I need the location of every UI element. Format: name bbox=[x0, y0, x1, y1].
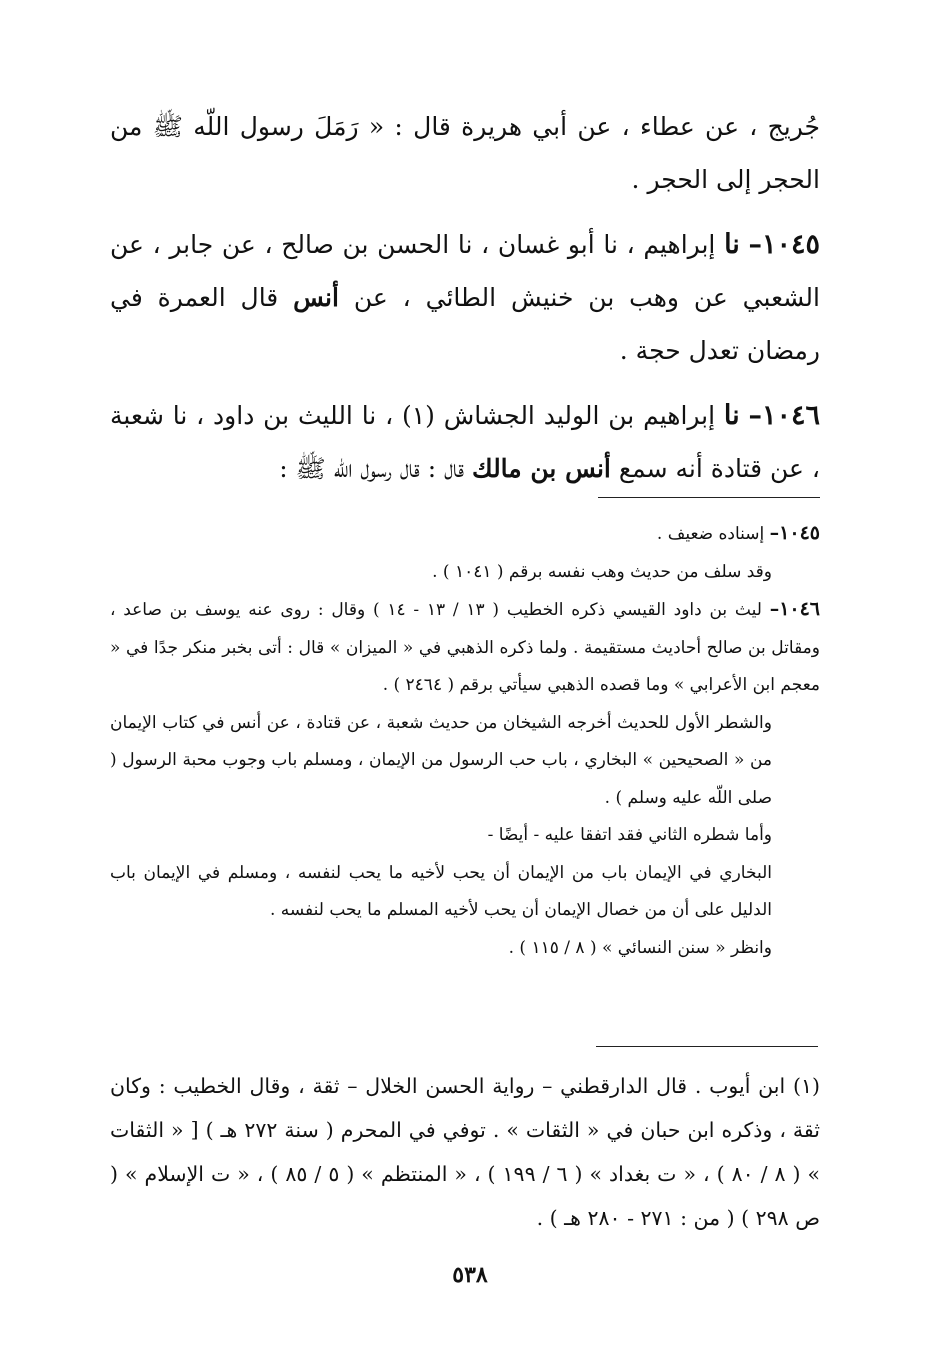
note-1046-para4: البخاري في الإيمان باب من الإيمان أن يحب لأخيه ما يحب لنفسه ، ومسلم في الإيمان باب الدليل على أن من خصال الإيمان أن يحب لأخيه المسلم ما يحب لنفسه . bbox=[110, 862, 772, 920]
footnote-1 bbox=[110, 1064, 820, 1240]
note-text: إسناده ضعيف . bbox=[656, 524, 765, 544]
footnote-divider bbox=[596, 1046, 818, 1047]
hadith-1046 bbox=[110, 389, 820, 495]
hadith-text: إبراهيم بن الوليد الجشاش (١) ، نا الليث بن داود ، نا شعبة ، عن قتادة أنه سمع bbox=[110, 401, 820, 483]
note-1046-para5: وانظر « سنن النسائي » ( ٨ / ١١٥ ) . bbox=[508, 937, 772, 958]
note-number: ١٠٤٥– bbox=[769, 522, 820, 544]
hadith-1045 bbox=[110, 218, 820, 377]
commentary-notes bbox=[110, 515, 820, 967]
note-1045 bbox=[110, 515, 820, 554]
note-text: ليث بن داود القيسي ذكره الخطيب ( ١٣ / ١٣ - ١٤ ) وقال : روى عنه يوسف بن صاعد ، ومقاتل بن صالح أحاديث مستقيمة . ولما ذكره الذهبي في « الميزان » قال : أتى بخبر منكر جدًا في « معجم ابن الأعرابي » وما قصده الذهبي سيأتي برقم ( ٢٤٦٤ ) . bbox=[110, 600, 820, 695]
narrator-name: أنس بن مالك bbox=[472, 454, 611, 483]
note-number: ١٠٤٦– bbox=[769, 598, 821, 620]
hadith-number: ١٠٤٦– bbox=[748, 400, 821, 431]
note-1045-line2: وقد سلف من حديث وهب نفسه برقم ( ١٠٤١ ) . bbox=[432, 561, 772, 582]
page-number: ٥٣٨ bbox=[452, 1262, 488, 1288]
hadith-lead: نا bbox=[724, 229, 740, 260]
note-1046-para3: وأما شطره الثاني فقد اتفقا عليه - أيضًا - bbox=[487, 825, 772, 845]
footnote-marker: (١) bbox=[792, 1074, 820, 1098]
narrator-name: أنس bbox=[293, 283, 339, 312]
main-text bbox=[110, 100, 820, 507]
hadith-text-end: قال : قال رسول اللّه ﷺ : bbox=[279, 454, 465, 483]
notes-divider bbox=[598, 497, 820, 498]
hadith-number: ١٠٤٥– bbox=[748, 229, 821, 260]
note-1046-para2: والشطر الأول للحديث أخرجه الشيخان من حديث شعبة ، عن قتادة ، عن أنس في كتاب الإيمان من « الصحيحين » البخاري ، باب حب الرسول من الإيمان ، ومسلم باب وجوب محبة الرسول ( صلى اللّه عليه وسلم ) . bbox=[110, 712, 772, 808]
hadith-text-end: قال العمرة في رمضان تعدل حجة . bbox=[110, 283, 820, 365]
hadith-text: إبراهيم ، نا أبو غسان ، نا الحسن بن صالح ، عن جابر ، عن الشعبي عن وهب بن خنيش الطائي ، عن bbox=[110, 230, 820, 312]
hadith-lead: نا bbox=[723, 400, 740, 431]
paragraph-continuation: جُريج ، عن عطاء ، عن أبي هريرة قال : « رَمَلَ رسول اللّه ﷺ من الحجر إلى الحجر . bbox=[110, 112, 820, 194]
footnote bbox=[110, 1064, 820, 1240]
footnote-text: ابن أيوب . قال الدارقطني – رواية الحسن الخلال – ثقة ، وقال الخطيب : وكان ثقة ، وذكره ابن حبان في « الثقات » . توفي في المحرم ( سنة ٢٧٢ هـ ) [ « الثقات » ( ٨ / ٨٠ ) ، « ت بغداد » ( ٦ / ١٩٩ ) ، « المنتظم » ( ٥ / ٨٥ ) ، « ت الإسلام » ( ص ٢٩٨ ) ( من : ٢٧١ - ٢٨٠ هـ ) . bbox=[110, 1074, 821, 1230]
note-1046 bbox=[110, 591, 820, 705]
